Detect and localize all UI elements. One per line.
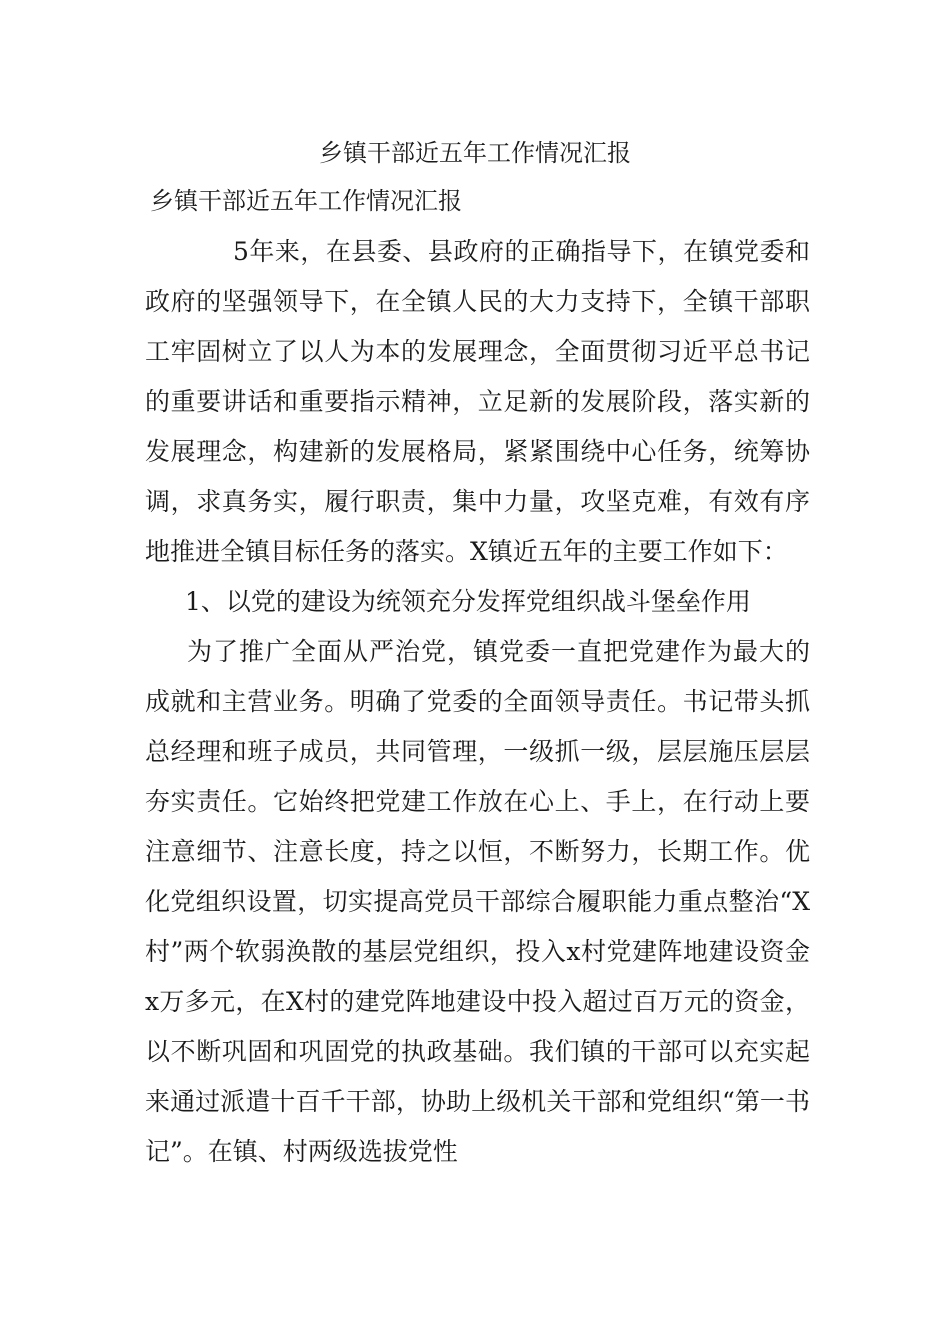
document-title: 乡镇干部近五年工作情况汇报 (319, 139, 631, 167)
intro-paragraph: 5年来，在县委、县政府的正确指导下，在镇党委和政府的坚强领导下，在全镇人民的大力支持下，全镇干部职工牢固树立了以人为本的发展理念，全面贯彻习近平总书记的重要讲话和重要指示精神，立足新的发展阶段，落实新的发展理念，构建新的发展格局，紧紧围绕中心任务，统筹协调，求真务实，履行职责，集中力量，攻坚克难，有效有序地推进全镇目标任务的落实。X镇近五年的主要工作如下： (145, 237, 810, 566)
section-heading: 1、以党的建设为统领充分发挥党组织战斗堡垒作用 (185, 587, 751, 616)
body-paragraph: 为了推广全面从严治党，镇党委一直把党建作为最大的成就和主营业务。明确了党委的全面领导责任。书记带头抓总经理和班子成员，共同管理，一级抓一级，层层施压层层夯实责任。它始终把党建工作放在心上、手上，在行动上要注意细节、注意长度，持之以恒，不断努力，长期工作。优化党组织设置，切实提高党员干部综合履职能力重点整治“X村”两个软弱涣散的基层党组织，投入x村党建阵地建设资金x万多元，在X村的建党阵地建设中投入超过百万元的资金，以不断巩固和巩固党的执政基础。我们镇的干部可以充实起来通过派遣十百千干部，协助上级机关干部和党组织“第一书记”。在镇、村两级选拔党性 (145, 637, 810, 1166)
document-subtitle: 乡镇干部近五年工作情况汇报 (150, 187, 462, 215)
document-body (145, 227, 810, 1177)
